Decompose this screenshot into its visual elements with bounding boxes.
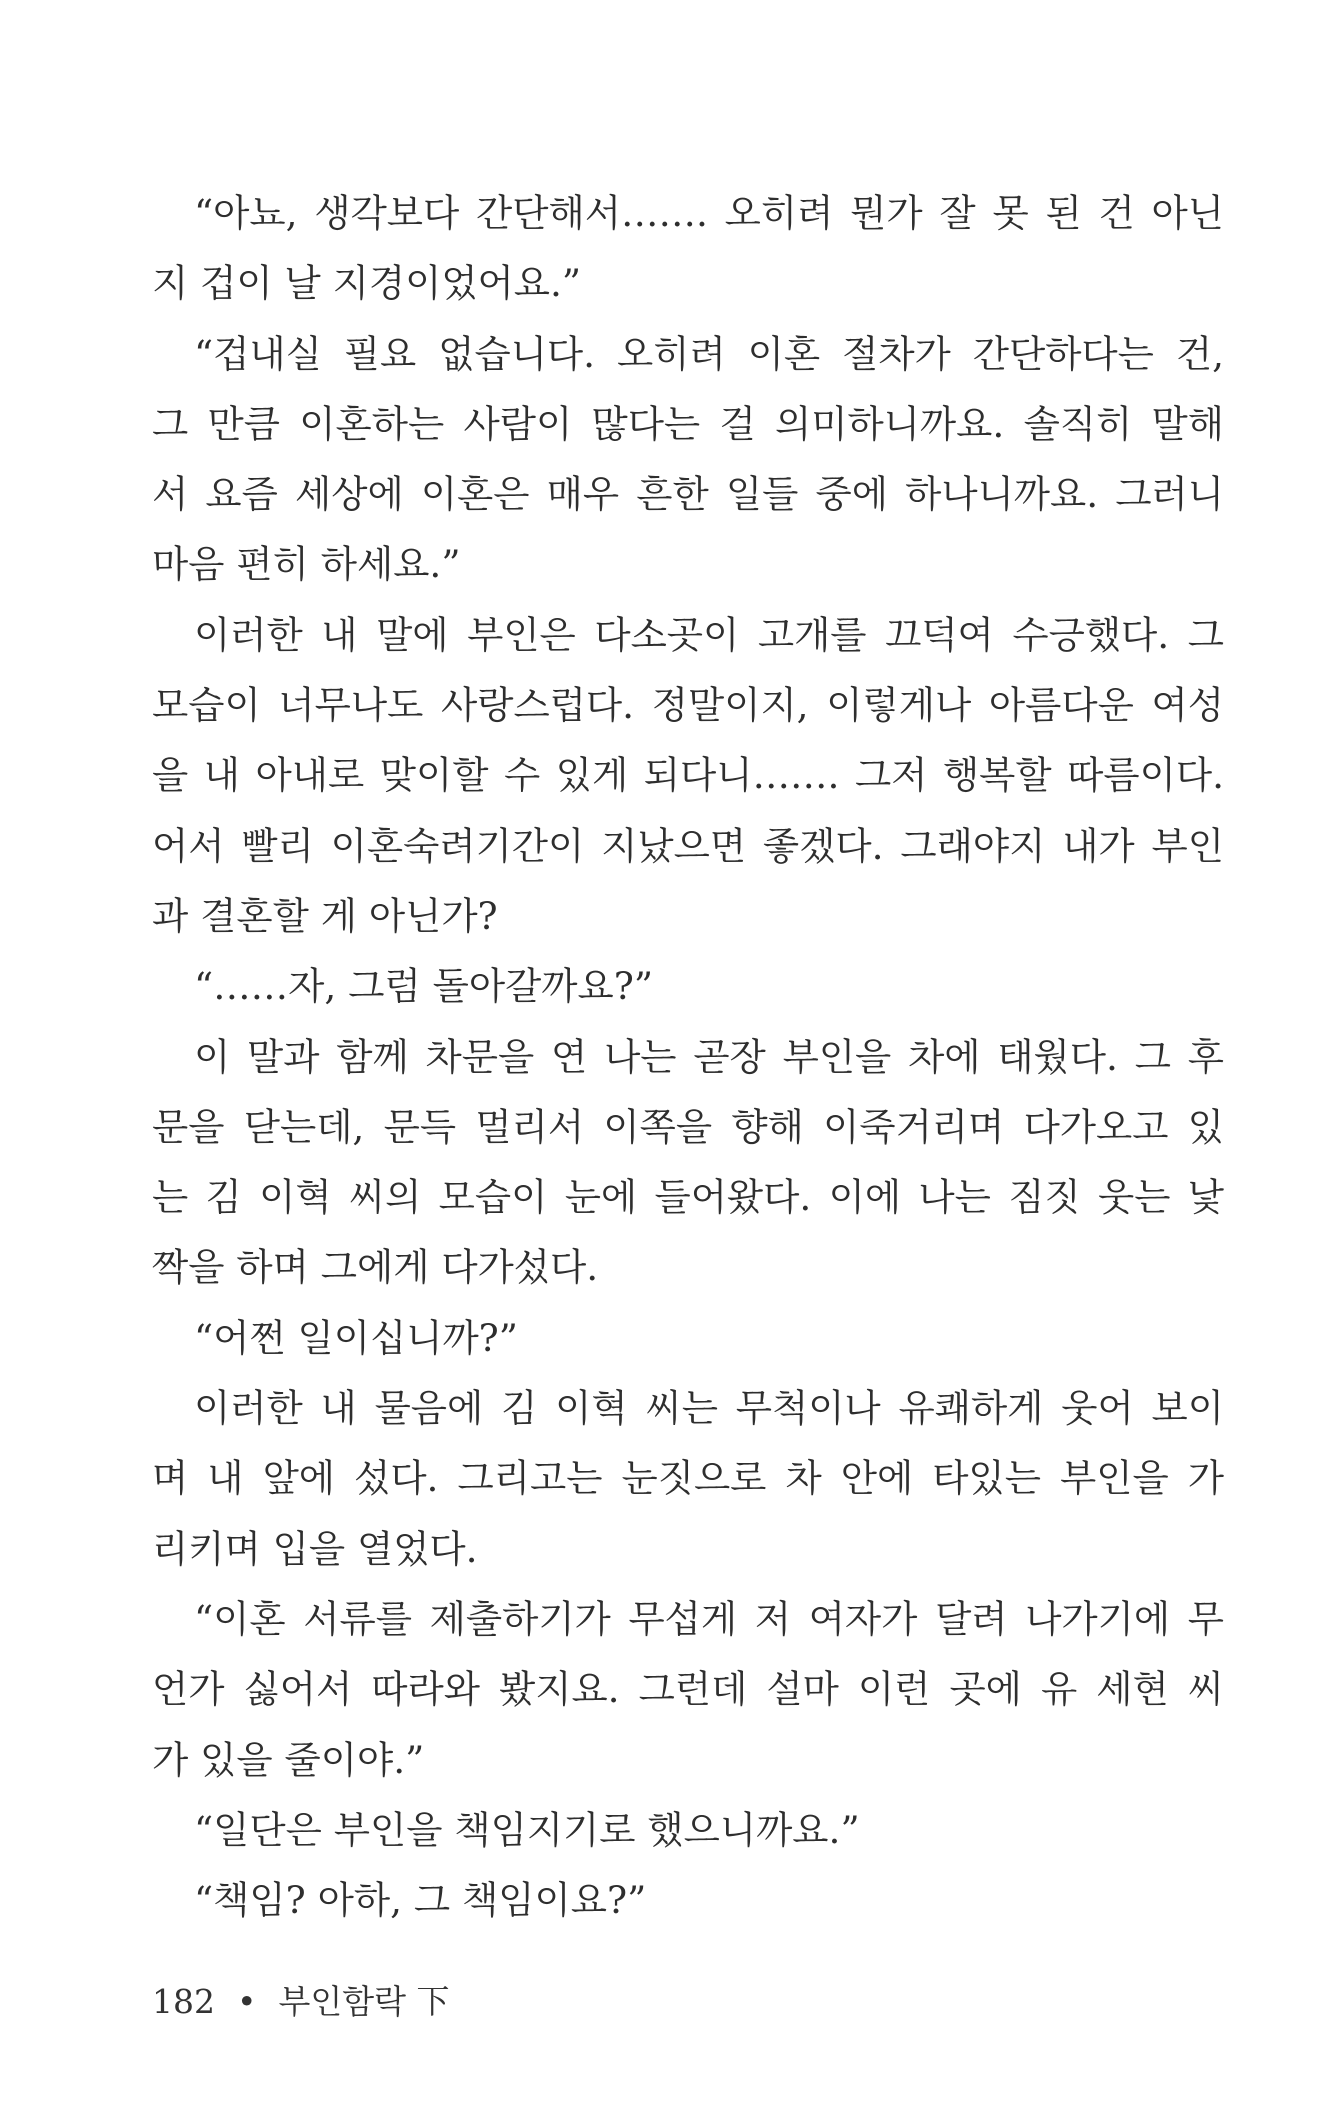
text-line: 지 겁이 날 지경이었어요.”: [152, 261, 582, 306]
text-line: 모습이 너무나도 사랑스럽다. 정말이지, 이렇게나 아름다운 여성: [152, 683, 1224, 728]
text-line: “이혼 서류를 제출하기가 무섭게 저 여자가 달려 나가기에 무: [194, 1596, 1224, 1641]
book-title: 부인함락 下: [278, 1982, 450, 2021]
text-line: “책임? 아하, 그 책임이요?”: [194, 1878, 647, 1923]
text-line: 이 말과 함께 차문을 연 나는 곧장 부인을 차에 태웠다. 그 후: [194, 1034, 1224, 1079]
text-line: 문을 닫는데, 문득 멀리서 이쪽을 향해 이죽거리며 다가오고 있: [152, 1104, 1224, 1149]
text-line: “일단은 부인을 책임지기로 했으니까요.”: [194, 1807, 860, 1852]
text-line: 마음 편히 하세요.”: [152, 542, 461, 587]
text-line: 는 김 이혁 씨의 모습이 눈에 들어왔다. 이에 나는 짐짓 웃는 낯: [152, 1175, 1224, 1220]
page-number: 182: [152, 1982, 215, 2021]
text-line: 서 요즘 세상에 이혼은 매우 흔한 일들 중에 하나니까요. 그러니: [152, 472, 1224, 517]
text-line: 짝을 하며 그에게 다가섰다.: [152, 1245, 599, 1290]
text-line: “아뇨, 생각보다 간단해서……. 오히려 뭔가 잘 못 된 건 아닌: [194, 191, 1224, 235]
text-line: “……자, 그럼 돌아갈까요?”: [194, 964, 654, 1009]
text-line: “겁내실 필요 없습니다. 오히려 이혼 절차가 간단하다는 건,: [194, 331, 1224, 376]
text-line: 을 내 아내로 맞이할 수 있게 되다니……. 그저 행복할 따름이다.: [152, 753, 1224, 798]
text-line: 그 만큼 이혼하는 사람이 많다는 걸 의미하니까요. 솔직히 말해: [152, 401, 1224, 446]
text-line: 며 내 앞에 섰다. 그리고는 눈짓으로 차 안에 타있는 부인을 가: [152, 1456, 1224, 1501]
body-text: [152, 178, 1224, 1935]
text-line: 가 있을 줄이야.”: [152, 1737, 425, 1782]
page-footer: [152, 1976, 449, 2023]
text-line: “어쩐 일이십니까?”: [194, 1315, 518, 1360]
footer-separator: •: [237, 1982, 257, 2021]
text-line: 이러한 내 물음에 김 이혁 씨는 무척이나 유쾌하게 웃어 보이: [194, 1386, 1224, 1431]
text-line: 과 결혼할 게 아닌가?: [152, 893, 498, 938]
text-line: 어서 빨리 이혼숙려기간이 지났으면 좋겠다. 그래야지 내가 부인: [152, 823, 1224, 868]
text-line: 언가 싫어서 따라와 봤지요. 그런데 설마 이런 곳에 유 세현 씨: [152, 1667, 1224, 1712]
text-line: 리키며 입을 열었다.: [152, 1526, 478, 1571]
text-line: 이러한 내 말에 부인은 다소곳이 고개를 끄덕여 수긍했다. 그: [194, 612, 1224, 657]
